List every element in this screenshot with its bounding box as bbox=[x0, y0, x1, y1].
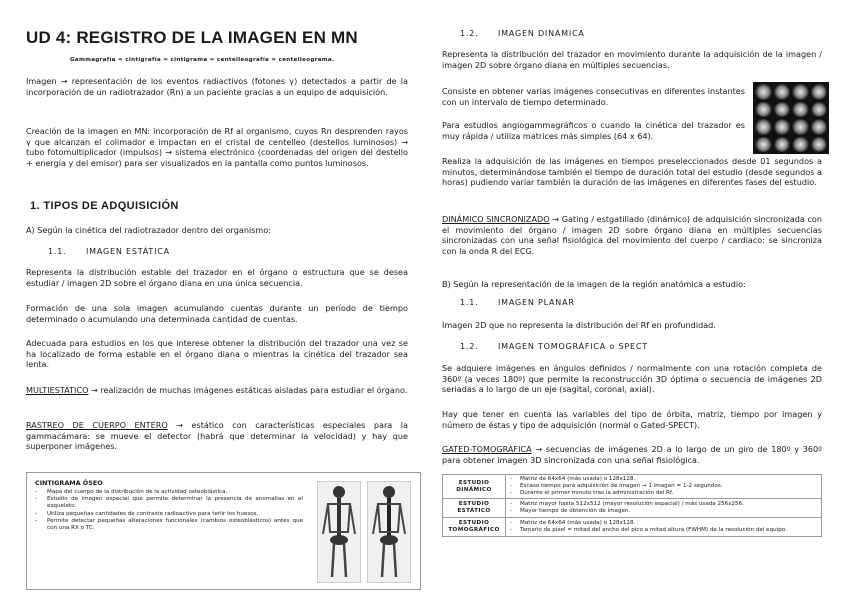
paragraph-estatica-2: Formación de una sola imagen acumulando cuentas durante un período de tiempo determinado o acumulando una determinada cantidad de cuentas. bbox=[26, 303, 408, 324]
synonyms-line: Gammagrafía = cintigrafía = cintigrama = centelleografía = centelleograma. bbox=[70, 57, 335, 63]
table-row bbox=[443, 518, 822, 537]
paragraph-sincronizado bbox=[442, 214, 822, 256]
page-title: UD 4: REGISTRO DE LA IMAGEN EN MN bbox=[26, 28, 358, 47]
term-definition: → realización de muchas imágenes estáticas aisladas para estudiar el órgano. bbox=[88, 385, 408, 395]
term-gated: GATED-TOMOGRÁFICA bbox=[442, 444, 532, 454]
list-item: - Utiliza pequeñas cantidades de contraste radioactivo para teñir los huesos. bbox=[33, 511, 303, 518]
skeleton-icon bbox=[318, 482, 360, 582]
section-heading-tipos: 1. TIPOS DE ADQUISICIÓN bbox=[30, 200, 179, 212]
box-list bbox=[33, 489, 303, 532]
heading-number: 1.1. bbox=[48, 247, 67, 256]
paragraph-dinamica-4: Realiza la adquisición de las imágenes en tiempos preseleccionados desde 01 segundos a minutos, determinándose también el tiempo de duración total del estudio (desde segundos a horas) pudiendo variar también la duración de las imágenes en diferentes fases del estudio. bbox=[442, 156, 822, 188]
paragraph-dinamica-3: Para estudios angiogammagráficos o cuando la cinética del trazador es muy rápida / utiliza matrices más simples (64 x 64). bbox=[442, 120, 745, 141]
dynamic-scan-image bbox=[753, 82, 829, 154]
term-rastreo: RASTREO DE CUERPO ENTERO bbox=[26, 420, 168, 430]
heading-imagen-tomografica bbox=[460, 342, 648, 351]
subheading-a: A) Según la cinética del radiotrazador dentro del organismo: bbox=[26, 225, 271, 235]
term-definition: → Gating / estgatillado (dinámico) de adquisición sincronizada con el movimiento del órgano / imagen 2D sobre órgano diana en múltiples secuencias sincronizadas con una señal fisiológica del movimiento del cuerpo / cardiaco: se sincroniza con la onda R del ECG. bbox=[442, 214, 822, 256]
subheading-b: B) Según la representación de la imagen de la región anatómica a estudio: bbox=[442, 279, 746, 289]
table-cell-value bbox=[506, 475, 822, 499]
term-definition: → secuencias de imágenes 2D a lo largo de un giro de 180º y 360º para obtener imagen 3D sincronizada con una señal fisiológica. bbox=[442, 444, 822, 465]
list-item: - Matriz mayor hasta 512x512 (mayor resolución espacial) / más usada 256x256. bbox=[510, 501, 817, 508]
term-multiestatico: MULTIESTÁTICO bbox=[26, 385, 89, 395]
table-row bbox=[443, 475, 822, 499]
paragraph-text: Adecuada para estudios en los que interese obtener la distribución del trazador una vez se ha localizado de forma estable en el órgano diana o mientras la cinética del trazador sea lenta. bbox=[26, 338, 408, 370]
table-cell-value bbox=[506, 499, 822, 518]
table-cell-key: ESTUDIO TOMOGRÁFICO bbox=[443, 518, 506, 537]
paragraph-creacion: Creación de la imagen en MN: incorporación de Rf al organismo, cuyos Rn desprenden rayos γ que alcanzan el colimador e impactan en el cristal de centelleo (destellos luminosos) → tubo fotomultiplicador (impulsos) → sistema electrónico (coordenadas del origen del destello + energía y del emisor) para ser visualizados en la pantalla como puntos luminosos. bbox=[26, 126, 408, 168]
term-definition: → estático con características especiales para la gammacámara: se mueve el detector (habrá que determinar la velocidad) y hay que superponer imágenes. bbox=[26, 420, 408, 452]
list-item: - Mapa del cuerpo de la distribución de la actividad osteoblástica. bbox=[33, 489, 303, 496]
heading-label: IMAGEN DINÁMICA bbox=[498, 29, 585, 38]
paragraph-tomografica-2: Hay que tener en cuenta las variables del tipo de órbita, matriz, tiempo por imagen y número de éstas y tipo de adquisición (normal o Gated-SPECT). bbox=[442, 409, 822, 430]
heading-imagen-dinamica bbox=[460, 29, 585, 38]
table-cell-key: ESTUDIO DINÁMICO bbox=[443, 475, 506, 499]
bone-scan-image-back bbox=[367, 481, 411, 583]
paragraph-planar: Imagen 2D que no representa la distribución del Rf en profundidad. bbox=[442, 320, 716, 330]
list-item: - Durante el primer minuto tras la administración del Rf. bbox=[510, 490, 817, 497]
table-cell-value bbox=[506, 518, 822, 537]
heading-imagen-planar bbox=[460, 298, 575, 307]
paragraph-dinamica-1: Representa la distribución del trazador en movimiento durante la adquisición de la imagen / imagen 2D sobre órgano diana en múltiples secuencias. bbox=[442, 49, 822, 70]
paragraph-dinamica-2: Consiste en obtener varias imágenes consecutivas en diferentes instantes con un intervalo de tiempo determinado. bbox=[442, 86, 745, 107]
heading-number: 1.1. bbox=[460, 298, 479, 307]
list-item: - Matriz de 64x64 (más usada) o 128x128. bbox=[510, 476, 817, 483]
list-item: - Estudio de imagen especial que permite determinar la presencia de anomalías en el esqueleto. bbox=[33, 496, 303, 510]
paragraph-rastreo bbox=[26, 420, 408, 452]
paragraph-estatica-3 bbox=[26, 338, 408, 370]
list-item: - Escaso tiempo para adquisición de imagen → 1 imagen = 1-2 segundos. bbox=[510, 483, 817, 490]
paragraph-gated bbox=[442, 444, 822, 465]
cintigrama-box bbox=[26, 472, 421, 590]
bone-scan-image-front bbox=[317, 481, 361, 583]
heading-label: IMAGEN TOMOGRÁFICA o SPECT bbox=[498, 342, 648, 351]
list-item: - Tamaño de píxel = mitad del ancho del pico a mitad altura (FWHM) de la resolución del equipo. bbox=[510, 527, 817, 534]
paragraph-tomografica-1: Se adquiere imágenes en ángulos definidos / normalmente con una rotación completa de 360º (a veces 180º) que permite la reconstrucción 3D óptima o secuencia de imágenes 2D seriadas a lo largo de un eje (sagital, coronal, axial). bbox=[442, 363, 822, 395]
study-table bbox=[442, 474, 822, 537]
heading-number: 1.2. bbox=[460, 342, 479, 351]
list-item: - Permite detectar pequeñas alteraciones funcionales (cambios osteoblásticos) antes que con una RX o TC. bbox=[33, 518, 303, 532]
skeleton-icon bbox=[368, 482, 410, 582]
term-sincronizado: DINÁMICO SINCRONIZADO bbox=[442, 214, 550, 224]
box-title: CINTIGRAMA ÓSEO bbox=[35, 479, 103, 487]
list-item: - Mayor tiempo de obtención de imagen. bbox=[510, 508, 817, 515]
heading-label: IMAGEN PLANAR bbox=[498, 298, 575, 307]
table-row bbox=[443, 499, 822, 518]
heading-label: IMAGEN ESTÁTICA bbox=[86, 247, 170, 256]
heading-number: 1.2. bbox=[460, 29, 479, 38]
paragraph-multiestatico bbox=[26, 385, 408, 396]
list-item: - Matriz de 64x64 (más usada) o 128x128. bbox=[510, 520, 817, 527]
paragraph-estatica-1: Representa la distribución estable del trazador en el órgano o estructura que se desea estudiar / imagen 2D sobre el órgano diana en una única secuencia. bbox=[26, 267, 408, 288]
table-cell-key: ESTUDIO ESTÁTICO bbox=[443, 499, 506, 518]
heading-imagen-estatica bbox=[48, 247, 170, 256]
paragraph-imagen: Imagen → representación de los eventos radiactivos (fotones γ) detectados a partir de la incorporación de un radiotrazador (Rn) a un paciente gracias a un equipo de adquisición. bbox=[26, 76, 408, 97]
